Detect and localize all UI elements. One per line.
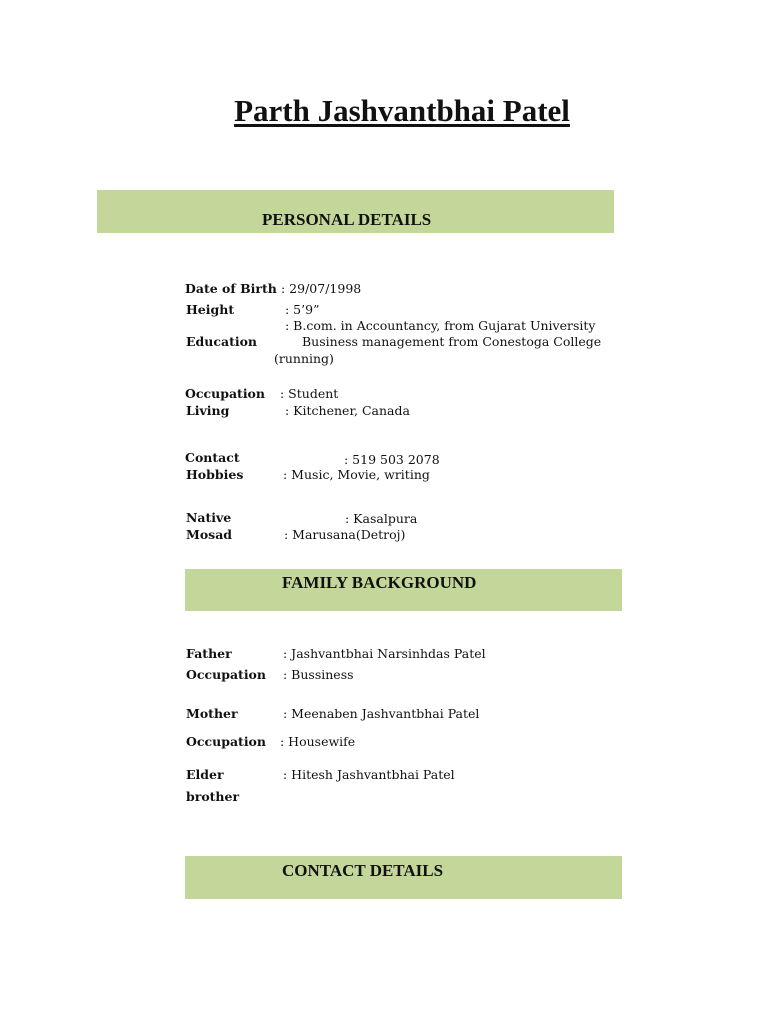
mother-occupation-label: Occupation xyxy=(186,734,266,749)
resume-title: Parth Jashvantbhai Patel xyxy=(234,93,570,128)
mosad-label: Mosad xyxy=(186,527,233,542)
native-label: Native xyxy=(186,510,232,525)
contact-details-heading: CONTACT DETAILS xyxy=(282,861,444,880)
hobbies-label: Hobbies xyxy=(186,467,244,482)
living-value: : Kitchener, Canada xyxy=(285,403,410,418)
mother-value: : Meenaben Jashvantbhai Patel xyxy=(283,706,480,721)
personal-details-heading: PERSONAL DETAILS xyxy=(262,210,432,229)
brother-label-line2: brother xyxy=(186,789,240,804)
native-value: : Kasalpura xyxy=(345,511,418,526)
dob-value: : 29/07/1998 xyxy=(281,281,362,296)
contact-value: : 519 503 2078 xyxy=(344,452,440,467)
father-label: Father xyxy=(186,646,232,661)
dob-label: Date of Birth xyxy=(185,281,277,296)
occupation-value: : Student xyxy=(280,386,339,401)
contact-label: Contact xyxy=(185,450,240,465)
mosad-value: : Marusana(Detroj) xyxy=(284,527,406,542)
education-value-line1: : B.com. in Accountancy, from Gujarat University xyxy=(285,318,596,333)
hobbies-value: : Music, Movie, writing xyxy=(283,467,430,482)
family-background-heading: FAMILY BACKGROUND xyxy=(282,573,477,592)
occupation-label: Occupation xyxy=(185,386,265,401)
mother-label: Mother xyxy=(186,706,238,721)
father-occupation-value: : Bussiness xyxy=(283,667,354,682)
brother-label-line1: Elder xyxy=(186,767,224,782)
mother-occupation-value: : Housewife xyxy=(280,734,356,749)
father-occupation-label: Occupation xyxy=(186,667,266,682)
living-label: Living xyxy=(186,403,230,418)
education-label: Education xyxy=(186,334,258,349)
height-label: Height xyxy=(186,302,235,317)
education-value-line3: (running) xyxy=(274,351,334,366)
brother-value: : Hitesh Jashvantbhai Patel xyxy=(283,767,455,782)
father-value: : Jashvantbhai Narsinhdas Patel xyxy=(283,646,486,661)
education-value-line2: Business management from Conestoga College xyxy=(302,334,602,349)
height-value: : 5’9” xyxy=(285,302,320,317)
